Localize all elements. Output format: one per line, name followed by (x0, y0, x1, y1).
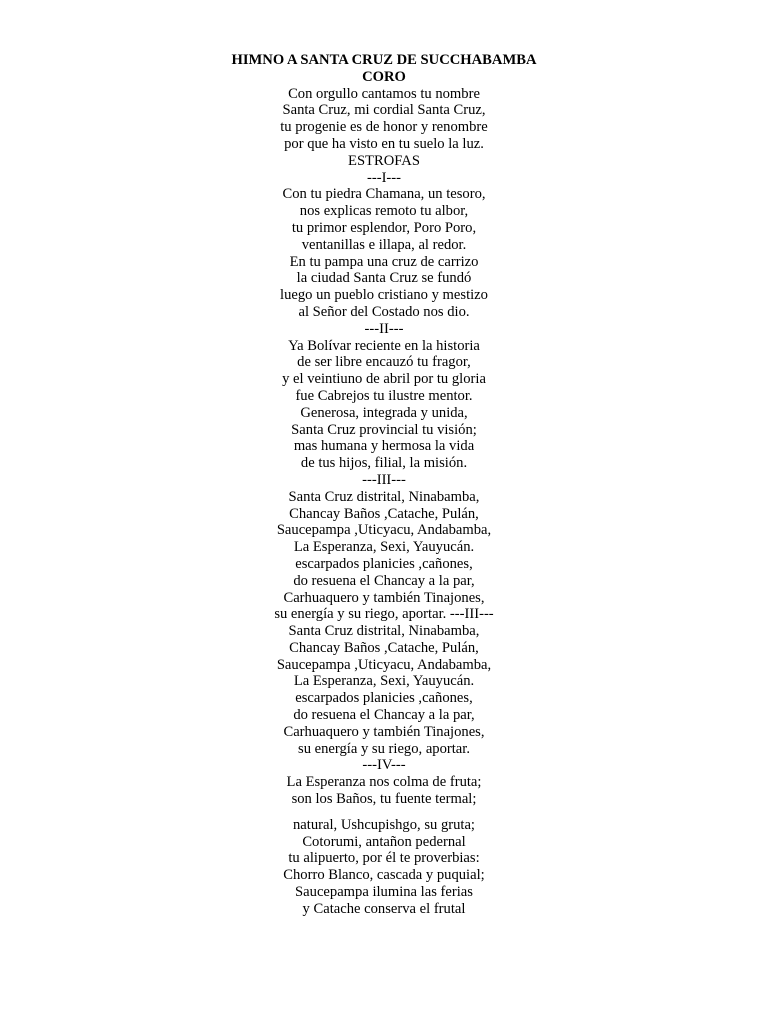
verse-line: escarpados planicies ,cañones, (295, 555, 473, 572)
verse-line: Generosa, integrada y unida, (300, 404, 468, 421)
coro-heading: CORO (362, 68, 406, 85)
coro-block (0, 86, 768, 153)
verse-line: al Señor del Costado nos dio. (298, 303, 470, 320)
stanza-4b (0, 817, 768, 918)
verse-line: son los Baños, tu fuente termal; (291, 791, 477, 808)
verse-line: do resuena el Chancay a la par, (293, 572, 475, 589)
verse-line: tu alipuerto, por él te proverbias: (288, 850, 480, 867)
verse-line: su energía y su riego, aportar. (298, 740, 470, 757)
verse-line: luego un pueblo cristiano y mestizo (280, 287, 488, 304)
stanza-1 (0, 186, 768, 320)
verse-line: Ya Bolívar reciente en la historia (288, 337, 480, 354)
verse-line: Saucepampa ,Uticyacu, Andabamba, (276, 522, 492, 539)
stanza-marker-1: ---I--- (366, 169, 402, 186)
document-title: HIMNO A SANTA CRUZ DE SUCCHABAMBA (231, 52, 537, 68)
stanza-marker-3: ---III--- (362, 471, 406, 488)
verse-line: natural, Ushcupishgo, su gruta; (293, 816, 475, 833)
page-break-gap (0, 808, 768, 817)
verse-line: Con tu piedra Chamana, un tesoro, (282, 186, 486, 203)
coro-line: tu progenie es de honor y renombre (280, 119, 488, 136)
verse-line: escarpados planicies ,cañones, (295, 690, 473, 707)
verse-line: Santa Cruz distrital, Ninabamba, (288, 623, 480, 640)
verse-line: ventanillas e illapa, al redor. (301, 236, 467, 253)
verse-line: tu primor esplendor, Poro Poro, (291, 219, 477, 236)
coro-line: Con orgullo cantamos tu nombre (288, 85, 480, 102)
verse-line: nos explicas remoto tu albor, (299, 203, 469, 220)
verse-line: Carhuaquero y también Tinajones, (283, 589, 485, 606)
stanza-marker-2: ---II--- (364, 320, 404, 337)
verse-line: Santa Cruz distrital, Ninabamba, (288, 488, 480, 505)
verse-line: Carhuaquero y también Tinajones, (283, 723, 485, 740)
verse-line: Santa Cruz provincial tu visión; (291, 421, 477, 438)
stanza-marker-4: ---IV--- (362, 757, 406, 774)
verse-line: mas humana y hermosa la vida (293, 438, 475, 455)
estrofas-heading: ESTROFAS (348, 152, 420, 169)
verse-line: La Esperanza, Sexi, Yauyucán. (293, 539, 475, 556)
verse-line: fue Cabrejos tu ilustre mentor. (295, 387, 473, 404)
verse-line: En tu pampa una cruz de carrizo (289, 253, 479, 270)
stanza-3b (0, 623, 768, 757)
verse-line: Saucepampa ,Uticyacu, Andabamba, (276, 656, 492, 673)
verse-line: su energía y su riego, aportar. ---III--- (274, 606, 494, 623)
verse-line: Chorro Blanco, cascada y puquial; (283, 867, 485, 884)
verse-line: la ciudad Santa Cruz se fundó (296, 270, 472, 287)
verse-line: de ser libre encauzó tu fragor, (297, 354, 471, 371)
stanza-3a (0, 489, 768, 623)
stanza-4a (0, 774, 768, 808)
verse-line: Cotorumi, antañon pedernal (302, 833, 466, 850)
verse-line: La Esperanza, Sexi, Yauyucán. (293, 673, 475, 690)
verse-line: y el veintiuno de abril por tu gloria (282, 371, 486, 388)
hymn-document (0, 52, 768, 918)
stanza-2 (0, 338, 768, 472)
verse-line: y Catache conserva el frutal (302, 900, 466, 917)
verse-line: do resuena el Chancay a la par, (293, 707, 475, 724)
verse-line: Saucepampa ilumina las ferias (295, 884, 473, 901)
verse-line: La Esperanza nos colma de fruta; (286, 774, 482, 791)
verse-line: Chancay Baños ,Catache, Pulán, (289, 639, 479, 656)
verse-line: Chancay Baños ,Catache, Pulán, (289, 505, 479, 522)
verse-line: de tus hijos, filial, la misión. (300, 455, 468, 472)
coro-line: por que ha visto en tu suelo la luz. (284, 135, 484, 152)
coro-line: Santa Cruz, mi cordial Santa Cruz, (282, 102, 486, 119)
